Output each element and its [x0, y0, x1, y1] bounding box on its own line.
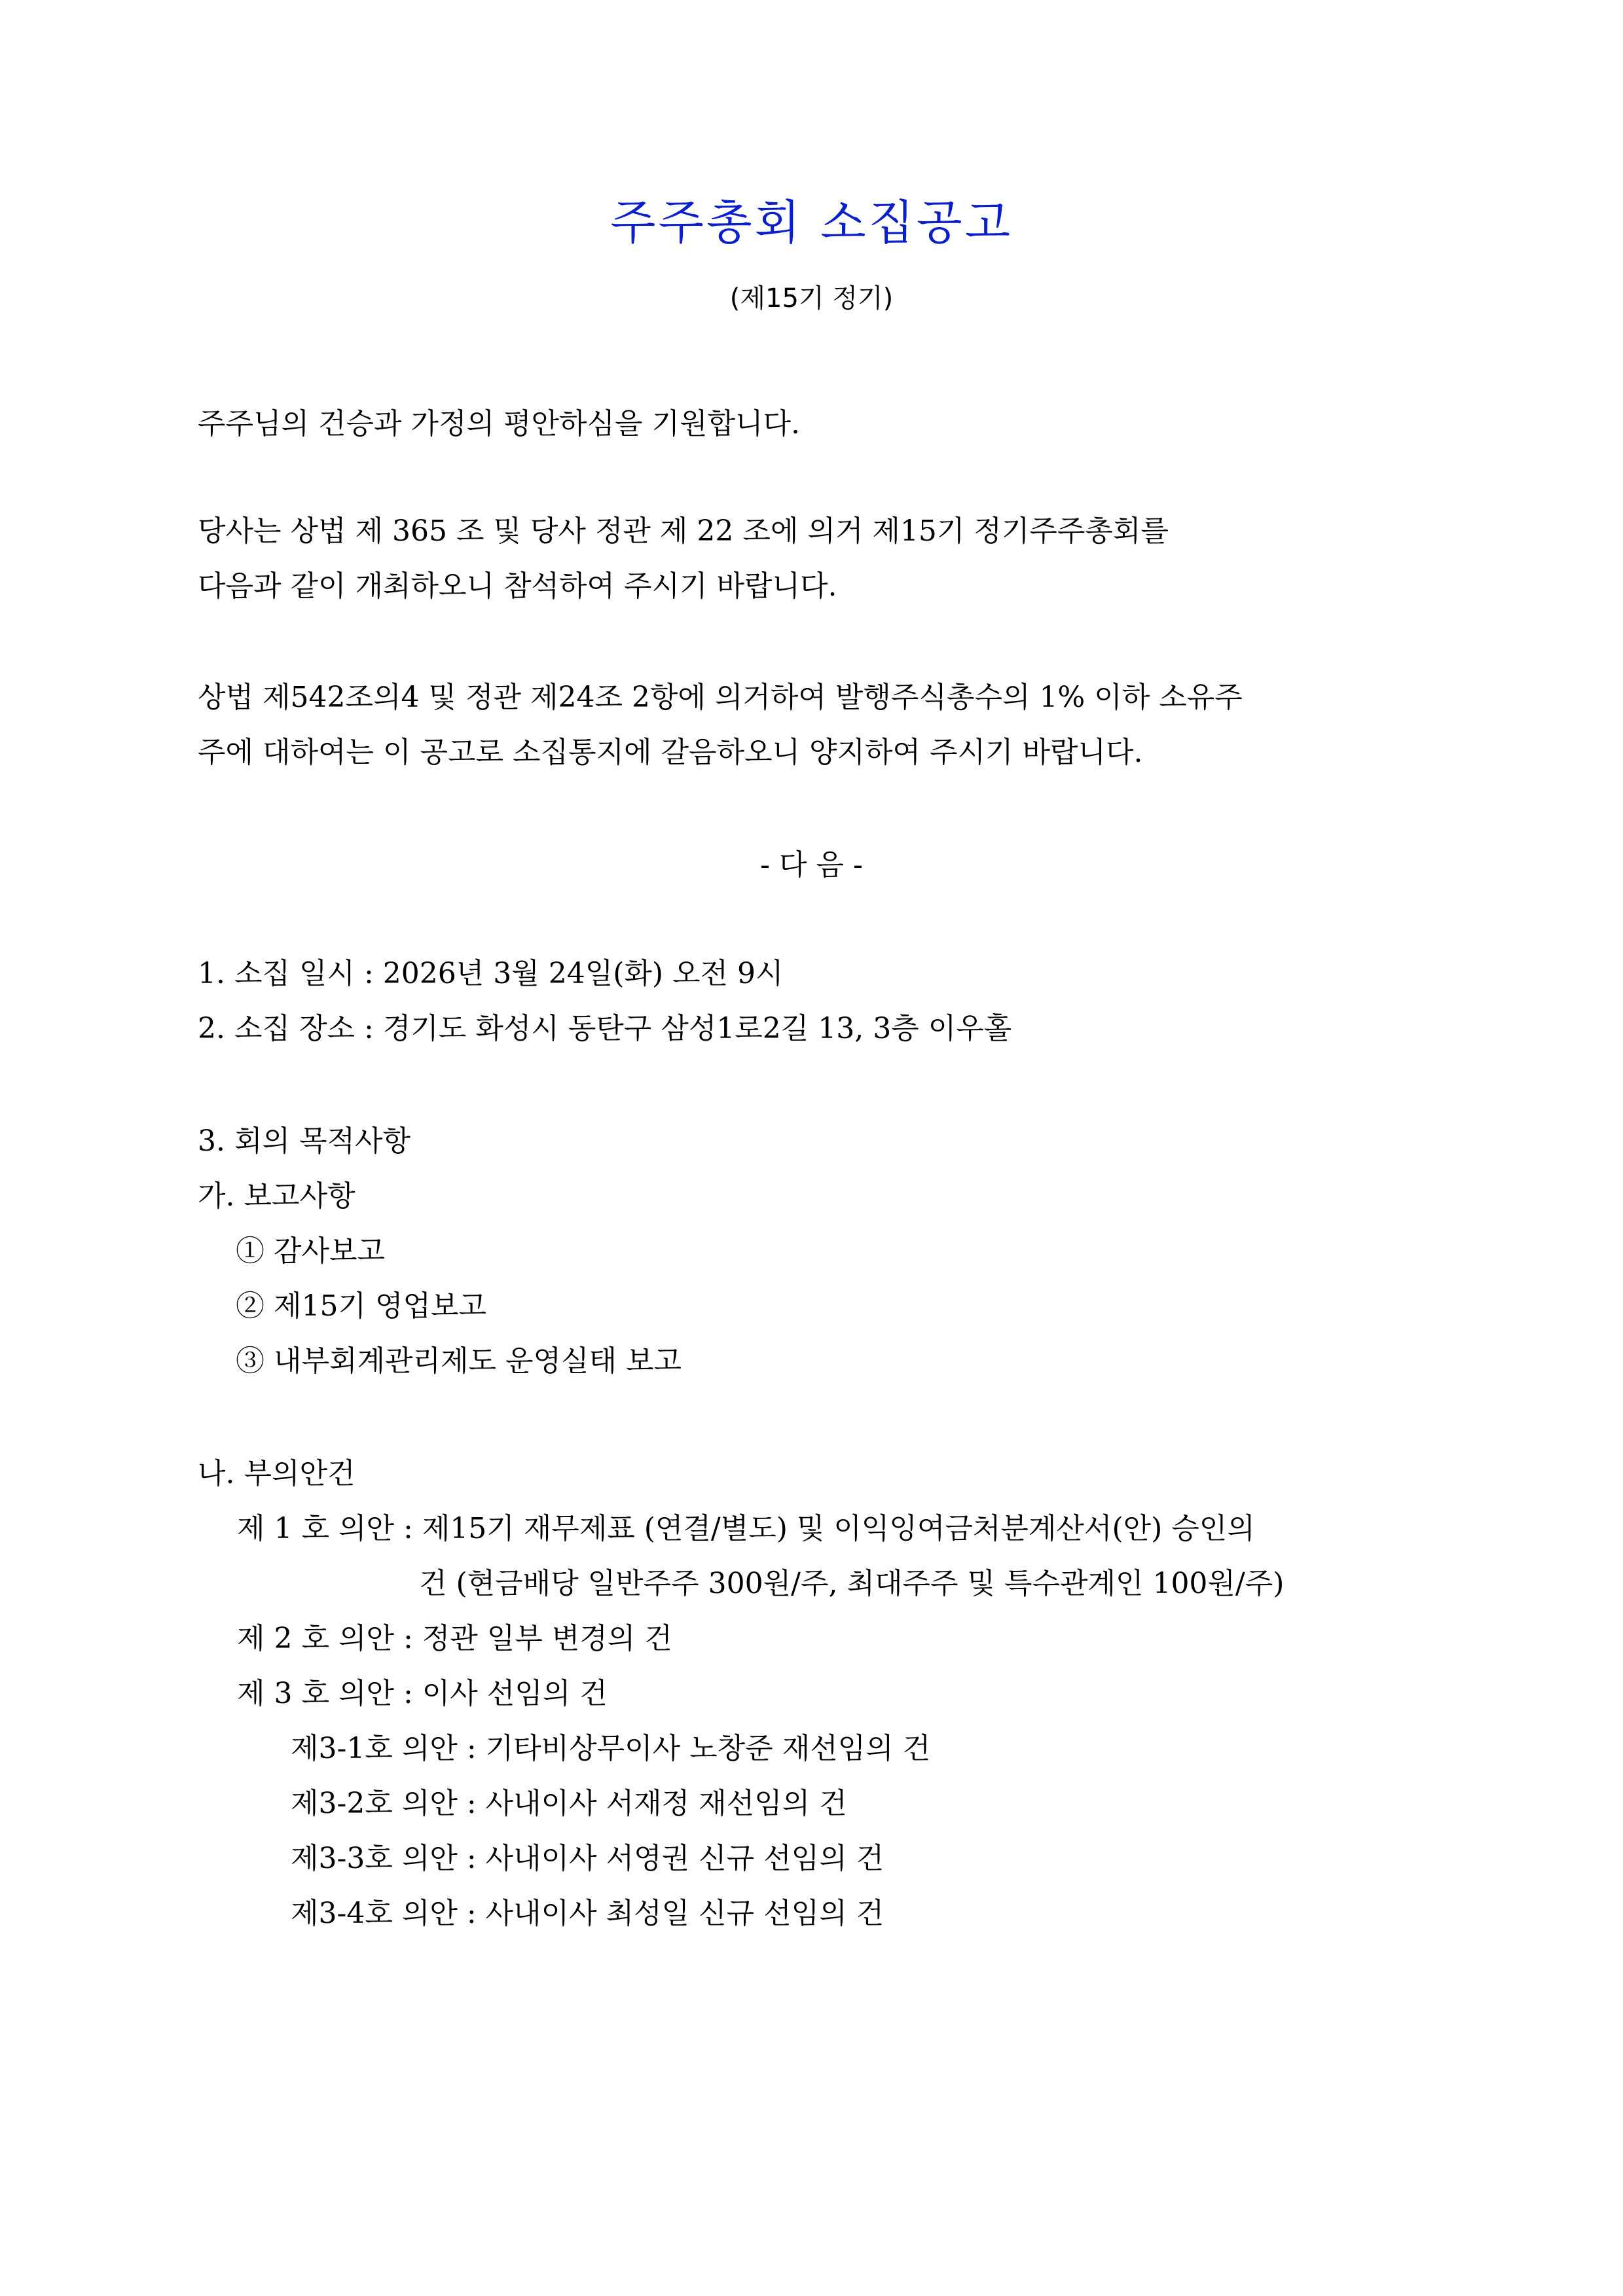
meeting-place-line: 2. 소집 장소 : 경기도 화성시 동탄구 삼성1로2길 13, 3층 이우홀 — [198, 1012, 1012, 1045]
agenda-heading: 3. 회의 목적사항 — [198, 1124, 410, 1158]
resolution-1-line-1: 제 1 호 의안 : 제15기 재무제표 (연결/별도) 및 이익잉여금처분계산서(안) 승인의 — [237, 1512, 1255, 1545]
report-item: ② 제15기 영업보고 — [236, 1289, 486, 1323]
section-separator: - 다 음 - — [760, 848, 863, 882]
resolution-3: 제 3 호 의안 : 이사 선임의 건 — [237, 1677, 608, 1710]
report-item: ① 감사보고 — [236, 1234, 386, 1268]
intro-line-2: 다음과 같이 개최하오니 참석하여 주시기 바랍니다. — [198, 569, 837, 603]
resolutions-heading: 나. 부의안건 — [198, 1457, 356, 1490]
greeting-text: 주주님의 건승과 가정의 평안하심을 기원합니다. — [198, 407, 801, 440]
page-subtitle: (제15기 정기) — [729, 283, 894, 314]
report-item: ③ 내부회계관리제도 운영실태 보고 — [236, 1344, 682, 1378]
sub-resolution-item: 제3-3호 의안 : 사내이사 서영권 신규 선임의 건 — [291, 1842, 884, 1875]
meeting-date-line: 1. 소집 일시 : 2026년 3월 24일(화) 오전 9시 — [198, 957, 784, 990]
notice-line-1: 상법 제542조의4 및 정관 제24조 2항에 의거하여 발행주식총수의 1% 이하 소유주 — [198, 681, 1243, 714]
sub-resolution-item: 제3-1호 의안 : 기타비상무이사 노창준 재선임의 건 — [291, 1732, 931, 1765]
resolution-1-line-2: 건 (현금배당 일반주주 300원/주, 최대주주 및 특수관계인 100원/주) — [419, 1567, 1285, 1600]
page-title: 주주총회 소집공고 — [610, 195, 1013, 250]
reports-heading: 가. 보고사항 — [198, 1179, 356, 1213]
sub-resolution-item: 제3-2호 의안 : 사내이사 서재정 재선임의 건 — [291, 1787, 847, 1820]
resolution-2: 제 2 호 의안 : 정관 일부 변경의 건 — [237, 1622, 672, 1655]
intro-line-1: 당사는 상법 제 365 조 및 당사 정관 제 22 조에 의거 제15기 정기주주총회를 — [198, 514, 1169, 548]
sub-resolution-item: 제3-4호 의안 : 사내이사 최성일 신규 선임의 건 — [291, 1897, 884, 1930]
notice-line-2: 주에 대하여는 이 공고로 소집통지에 갈음하오니 양지하여 주시기 바랍니다. — [198, 736, 1143, 769]
